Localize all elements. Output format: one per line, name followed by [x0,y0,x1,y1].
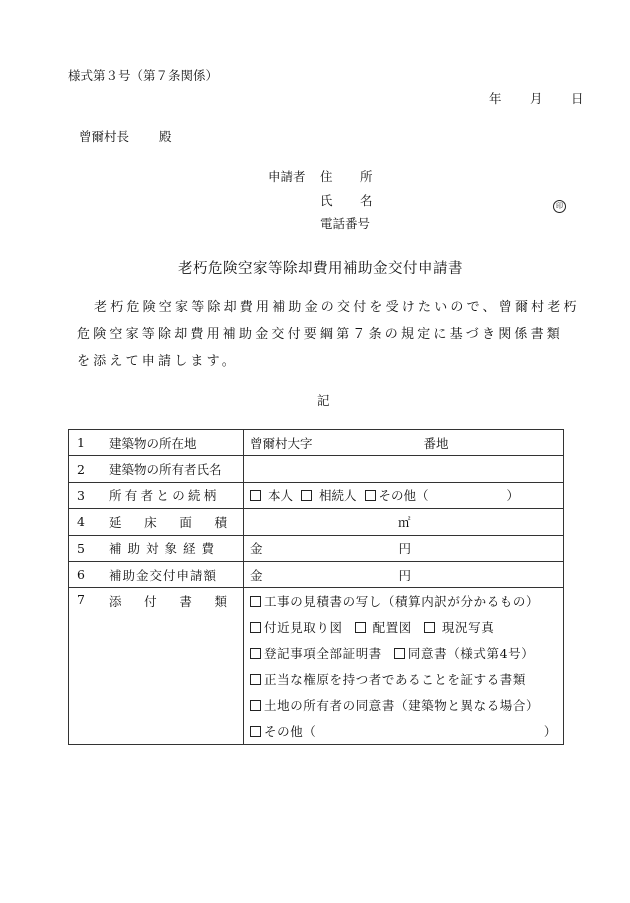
table-row [69,456,564,482]
layout-plan-label: 配置図 [372,620,412,636]
row-number: 1 [69,430,104,456]
yen-unit: 円 [398,541,412,557]
relationship-field [244,482,564,508]
yen-prefix: 金 [250,567,263,583]
other-attachment-close: ） [543,724,557,740]
row-label: 所有者との続柄 [103,482,244,508]
title-proof-checkbox[interactable] [250,674,261,685]
area-unit: ㎡ [398,514,411,530]
yen-unit: 円 [398,567,412,583]
row-label: 建築物の所有者氏名 [103,456,244,482]
addressee-name: 曾爾村長 [79,129,130,144]
address-label-1: 住 [320,169,333,184]
vicinity-map-checkbox[interactable] [250,622,261,633]
row-number: 5 [69,535,104,561]
table-row [69,561,564,587]
date-year: 年 [489,91,502,106]
heir-checkbox[interactable] [301,490,312,501]
location-field[interactable] [244,430,564,456]
body-line-2: 危険空家等除却費用補助金交付要綱第７条の規定に基づき関係書類 [77,327,564,342]
vicinity-map-label: 付近見取り図 [264,620,343,636]
other-checkbox[interactable] [365,490,376,501]
row-label: 延 床 面 積 [103,509,244,535]
requested-amount-field[interactable] [244,561,564,587]
applicant-label: 申請者 [268,169,306,184]
seal-mark: 印 [553,200,566,213]
table-row [69,509,564,535]
ki-heading: 記 [317,393,330,408]
photos-label: 現況写真 [441,620,495,636]
form-number: 様式第３号（第７条関係） [68,68,219,83]
application-table [68,429,564,745]
consent-form-label: 同意書（様式第4号） [407,646,535,662]
row-label: 建築物の所在地 [103,430,244,456]
attachments-field [244,588,564,745]
row-number: 7 [69,588,104,745]
row-label: 補助対象経費 [103,535,244,561]
row-label: 補助金交付申請額 [103,561,244,587]
self-option-label: 本人 [268,488,294,504]
row-number: 6 [69,561,104,587]
document-title: 老朽危険空家等除却費用補助金交付申請書 [178,261,463,277]
table-row [69,482,564,508]
other-attachment-label: その他（ [264,724,317,740]
other-close-paren: ） [506,488,520,504]
date-day: 日 [571,91,584,106]
name-label-2: 名 [360,193,373,208]
floor-area-field[interactable] [244,509,564,535]
other-option-label: その他（ [378,488,429,504]
table-row [69,535,564,561]
eligible-cost-field[interactable] [244,535,564,561]
location-suffix: 番地 [423,435,449,451]
estimate-label: 工事の見積書の写し（積算内訳が分かるもの） [264,594,540,610]
consent-form-checkbox[interactable] [394,648,405,659]
heir-option-label: 相続人 [319,488,357,504]
other-attachment-checkbox[interactable] [250,726,261,737]
land-owner-consent-checkbox[interactable] [250,700,261,711]
row-number: 4 [69,509,104,535]
body-line-3: を添えて申請します。 [77,354,238,369]
row-label: 添 付 書 類 [103,588,244,745]
title-proof-label: 正当な権原を持つ者であることを証する書類 [264,672,527,688]
registry-cert-checkbox[interactable] [250,648,261,659]
row-number: 2 [69,456,104,482]
row-number: 3 [69,482,104,508]
land-owner-consent-label: 土地の所有者の同意書（建築物と異なる場合） [264,698,540,714]
photos-checkbox[interactable] [424,622,435,633]
table-row [69,430,564,456]
table-row [69,588,564,745]
layout-plan-checkbox[interactable] [355,622,366,633]
addressee-honorific: 殿 [159,129,172,144]
address-label-2: 所 [360,169,373,184]
self-checkbox[interactable] [250,490,261,501]
yen-prefix: 金 [250,541,263,557]
estimate-checkbox[interactable] [250,596,261,607]
date-month: 月 [530,91,543,106]
registry-cert-label: 登記事項全部証明書 [264,646,382,662]
location-prefix: 曾爾村大字 [250,435,313,451]
body-line-1: 老朽危険空家等除却費用補助金の交付を受けたいので、曾爾村老朽 [94,300,580,315]
owner-name-field[interactable] [244,456,564,482]
phone-label: 電話番号 [320,216,371,231]
name-label-1: 氏 [320,193,333,208]
